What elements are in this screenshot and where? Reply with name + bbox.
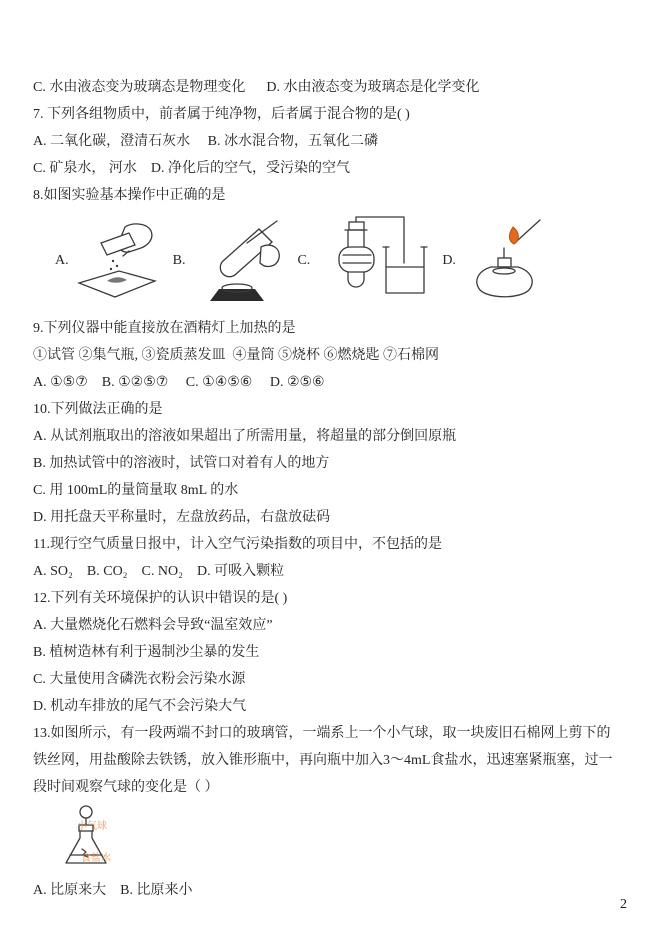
question-9-items: ①试管 ②集气瓶, ③瓷质蒸发皿 ④量筒 ⑤烧杯 ⑥燃烧匙 ⑦石棉网 [33,348,439,363]
page-number: 2 [620,897,627,912]
question-12-option-a: A. 大量燃烧化石燃料会导致“温室效应” [33,618,273,633]
question-11-stem: 11.现行空气质量日报中，计入空气污染指数的项目中，不包括的是 [33,537,442,552]
question-8-figure-row [43,211,621,311]
figure-add-solid-to-tube [189,217,285,305]
watermark-salt-water-label: 食盐水 [81,853,111,864]
question-6-options-cd: C. 水由液态变为玻璃态是物理变化 D. 水由液态变为玻璃态是化学变化 [33,80,480,95]
question-12-option-b: B. 植树造林有利于遏制沙尘暴的发生 [33,645,260,660]
question-11-options: A. SO₂ B. CO₂ C. NO₂ D. 可吸入颗粒 [33,564,285,579]
question-10-option-c: C. 用 100mL的量筒量取 8mL 的水 [33,483,239,498]
question-10-option-d: D. 用托盘天平称量时，左盘放药品，右盘放砝码 [33,510,331,525]
figure-sprinkle-powder [73,221,161,301]
question-8-stem: 8.如图实验基本操作中正确的是 [33,188,226,203]
question-13-options: A. 比原来大 B. 比原来小 [33,883,193,898]
question-7-options-cd: C. 矿泉水， 河水 D. 净化后的空气，受污染的空气 [33,161,350,176]
question-10-option-a: A. 从试剂瓶取出的溶液如果超出了所需用量，将超量的部分倒回原瓶 [33,429,457,444]
figure-gas-delivery-into-beaker [314,215,430,307]
question-12-stem: 12.下列有关环境保护的认识中错误的是( ) [33,591,288,606]
question-13-figure [49,805,135,875]
question-7-options-ab: A. 二氧化碳，澄清石灰水 B. 冰水混合物，五氧化二磷 [33,134,378,149]
question-12-option-d: D. 机动车排放的尾气不会污染大气 [33,699,247,714]
watermark-balloon-label: 小气球 [77,821,107,832]
question-10-stem: 10.下列做法正确的是 [33,402,163,417]
question-9-options: A. ①⑤⑦ B. ①②⑤⑦ C. ①④⑤⑥ D. ②⑤⑥ [33,375,325,390]
figure-label-d: D. [442,253,456,268]
question-9-stem: 9.下列仪器中能直接放在酒精灯上加热的是 [33,321,296,336]
question-10-option-b: B. 加热试管中的溶液时，试管口对着有人的地方 [33,456,330,471]
figure-label-b: B. [172,253,186,268]
question-12-option-c: C. 大量使用含磷洗衣粉会污染水源 [33,672,246,687]
question-13-stem: 13.如图所示，有一段两端不封口的玻璃管，一端系上一个小气球，取一块废旧石棉网上剪下的铁丝网，用盐酸除去铁锈，放入锥形瓶中，再向瓶中加入3～4mL食盐水，迅速塞紧瓶塞，过一段时间观察气球的变化是（ ） [33,726,613,795]
figure-label-a: A. [55,253,69,268]
erlenmeyer-flask-with-balloon [49,805,123,873]
figure-lighting-alcohol-lamp [460,218,548,304]
question-7-stem: 7. 下列各组物质中，前者属于纯净物，后者属于混合物的是( ) [33,107,410,122]
figure-label-c: C. [297,253,311,268]
